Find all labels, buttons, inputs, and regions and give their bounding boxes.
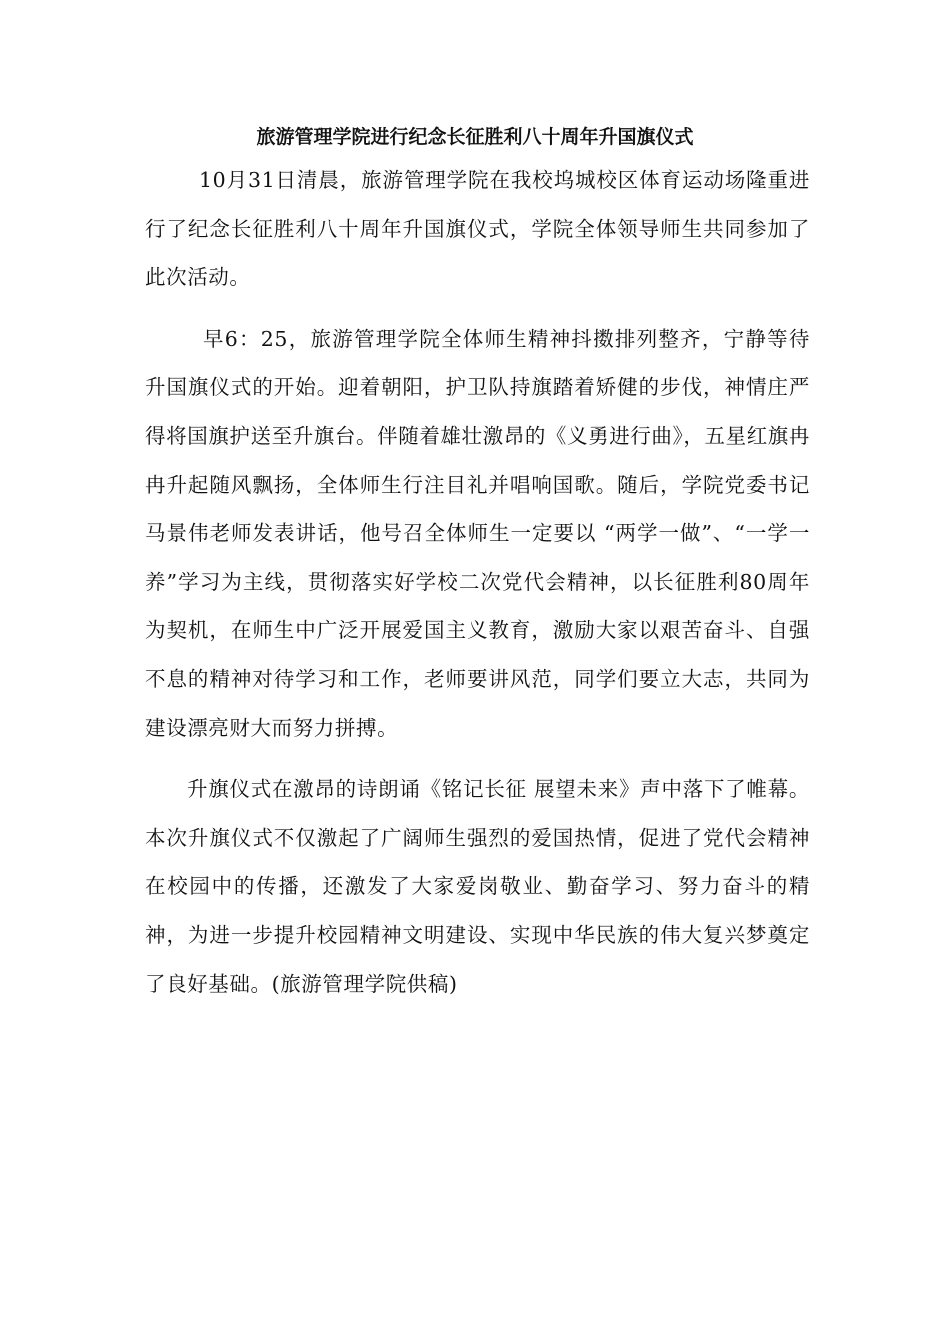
paragraph-2: 早6：25，旅游管理学院全体师生精神抖擞排列整齐，宁静等待升国旗仪式的开始。迎着朝阳，护卫队持旗踏着矫健的步伐，神情庄严得将国旗护送至升旗台。伴随着雄壮激昂的《义勇进行曲》，五星红旗冉冉升起随风飘扬，全体师生行注目礼并唱响国歌。随后，学院党委书记马景伟老师发表讲话，他号召全体师生一定要以 “两学一做”、“一学一养”学习为主线，贯彻落实好学校二次党代会精神，以长征胜利80周年为契机，在师生中广泛开展爱国主义教育，激励大家以艰苦奋斗、自强不息的精神对待学习和工作，老师要讲风范，同学们要立大志，共同为建设漂亮财大而努力拼搏。 xyxy=(145,326,810,740)
document-body xyxy=(145,156,810,1008)
paragraph-3: 升旗仪式在激昂的诗朗诵《铭记长征 展望未来》声中落下了帷幕。本次升旗仪式不仅激起了广阔师生强烈的爱国热情，促进了党代会精神在校园中的传播，还激发了大家爱岗敬业、勤奋学习、努力奋斗的精神，为进一步提升校园精神文明建设、实现中华民族的伟大复兴梦奠定了良好基础。(旅游管理学院供稿) xyxy=(145,777,810,996)
document-title: 旅游管理学院进行纪念长征胜利八十周年升国旗仪式 xyxy=(256,126,694,148)
paragraph-1: 10月31日清晨，旅游管理学院在我校坞城校区体育运动场隆重进行了纪念长征胜利八十周年升国旗仪式，学院全体领导师生共同参加了此次活动。 xyxy=(145,168,810,290)
